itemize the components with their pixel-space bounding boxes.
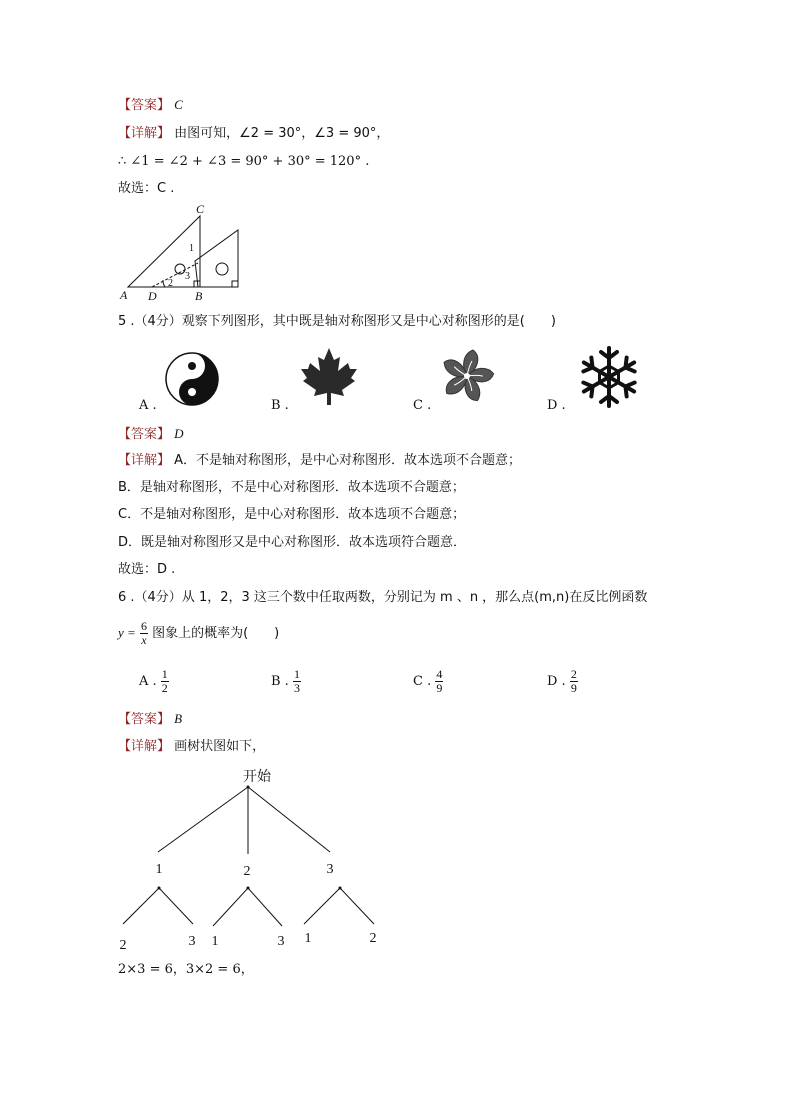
q5-option-C: C . <box>413 398 432 413</box>
q6-answer-line <box>118 712 182 726</box>
q4-answer-line <box>118 98 183 112</box>
label-D: D <box>148 289 157 303</box>
denominator: 2 <box>161 681 168 696</box>
q5-option-B: B . <box>271 398 289 413</box>
detail-text: 由图可知，∠2 = 30°，∠3 = 90°， <box>174 126 390 141</box>
q5-option-A: A . <box>139 398 157 413</box>
tree-level2-node: 1 <box>304 931 312 946</box>
tree-node-dot <box>247 887 250 890</box>
option-label: B . <box>271 674 289 690</box>
angle-3-label: 3 <box>185 271 190 282</box>
q5-detail-C: C．不是轴对称图形，是中心对称图形．故本选项不合题意； <box>118 507 466 522</box>
tree-edge <box>123 888 159 924</box>
option-fraction <box>435 668 443 695</box>
tree-node-dot <box>158 887 161 890</box>
maple-leaf-icon <box>298 345 360 407</box>
option-label: D . <box>547 674 566 690</box>
answer-value: C <box>174 97 183 112</box>
hole-circle <box>216 263 228 275</box>
denominator: 9 <box>570 681 577 696</box>
q5-question: 5 .（4分）观察下列图形，其中既是轴对称图形又是中心对称图形的是( ) <box>118 314 556 329</box>
numerator: 1 <box>161 667 168 681</box>
angle-1-label: 1 <box>189 243 194 254</box>
q5-detail-B: B．是轴对称图形，不是中心对称图形．故本选项不合题意； <box>118 480 465 495</box>
tree-edge <box>304 888 340 924</box>
tree-level2-node: 1 <box>211 934 219 949</box>
tree-edge <box>159 888 193 924</box>
numerator: 4 <box>436 667 443 681</box>
option-fraction <box>161 668 169 695</box>
tree-edge <box>158 787 248 852</box>
q6-option-B <box>271 668 301 695</box>
option-fraction <box>293 668 301 695</box>
q6-question-line1: 6 .（4分）从 1，2，3 这三个数中任取两数，分别记为 m 、n ，那么点(m,n)在反比例函数 <box>118 590 648 605</box>
q6-final-line: 2×3 = 6，3×2 = 6， <box>118 962 254 977</box>
function-prefix: y = <box>118 625 136 641</box>
q5-detail-D: D．既是轴对称图形又是中心对称图形．故本选项符合题意． <box>118 535 467 550</box>
option-label: A . <box>139 674 157 690</box>
probability-tree-diagram <box>110 762 390 952</box>
answer-value: D <box>174 426 184 441</box>
q4-triangle-figure <box>115 200 250 306</box>
detail-text: 画树状图如下， <box>174 739 266 754</box>
answer-tag: 【答案】 <box>118 712 171 727</box>
q6-option-C <box>413 668 443 695</box>
numerator: 1 <box>293 667 300 681</box>
tree-level2-node: 3 <box>188 934 196 949</box>
q6-detail-line <box>118 740 265 753</box>
tree-node-dot <box>247 786 250 789</box>
answer-value: B <box>174 711 183 726</box>
tree-edge <box>248 888 282 926</box>
tree-node-dot <box>339 887 342 890</box>
angle-2-label: 2 <box>168 278 173 289</box>
angle-arc <box>163 280 165 287</box>
denominator: 9 <box>436 681 443 696</box>
label-C: C <box>196 202 205 216</box>
detail-tag: 【详解】 <box>118 453 171 468</box>
q6-option-A <box>139 668 169 695</box>
tree-level1-node: 2 <box>243 864 251 879</box>
tree-edge <box>340 888 374 924</box>
detail-tag: 【详解】 <box>118 126 171 141</box>
right-triangle <box>195 230 238 287</box>
function-fraction <box>140 620 148 647</box>
label-A: A <box>120 288 128 302</box>
tree-level2-node: 3 <box>277 934 285 949</box>
detail-text: A．不是轴对称图形，是中心对称图形．故本选项不合题意； <box>174 453 522 468</box>
q4-equation: ∴ ∠1 = ∠2 + ∠3 = 90° + 30° = 120° . <box>118 154 370 169</box>
right-angle-mark <box>232 281 238 287</box>
q5-conclusion: 故选：D . <box>118 562 176 577</box>
tree-level2-node: 2 <box>369 931 377 946</box>
q5-detail-line <box>118 454 521 467</box>
dashed-line <box>152 263 198 287</box>
fraction-denominator: x <box>141 633 147 648</box>
q4-detail-line <box>118 127 389 140</box>
tree-level1-node: 1 <box>155 862 163 877</box>
q5-option-D: D . <box>547 398 566 413</box>
snowflake-icon <box>575 344 643 410</box>
numerator: 2 <box>570 667 577 681</box>
tree-edge <box>248 787 330 852</box>
detail-tag: 【详解】 <box>118 739 171 754</box>
denominator: 3 <box>293 681 300 696</box>
tree-edge <box>213 888 248 926</box>
q5-answer-line <box>118 427 184 441</box>
fraction-numerator: 6 <box>140 619 147 633</box>
q6-question-line2 <box>118 620 279 647</box>
question-text: 图象上的概率为( ) <box>152 626 280 642</box>
q4-conclusion: 故选：C . <box>118 181 175 196</box>
q6-option-D <box>547 668 578 695</box>
tree-level2-node: 2 <box>119 938 127 952</box>
tree-root-label: 开始 <box>243 769 271 785</box>
option-label: C . <box>413 674 432 690</box>
yin-yang-icon <box>163 350 221 408</box>
label-B: B <box>195 289 203 303</box>
tree-level1-node: 3 <box>326 862 334 877</box>
bauhinia-flower-icon <box>438 347 496 405</box>
option-fraction <box>570 668 578 695</box>
answer-tag: 【答案】 <box>118 98 171 113</box>
answer-tag: 【答案】 <box>118 427 171 442</box>
